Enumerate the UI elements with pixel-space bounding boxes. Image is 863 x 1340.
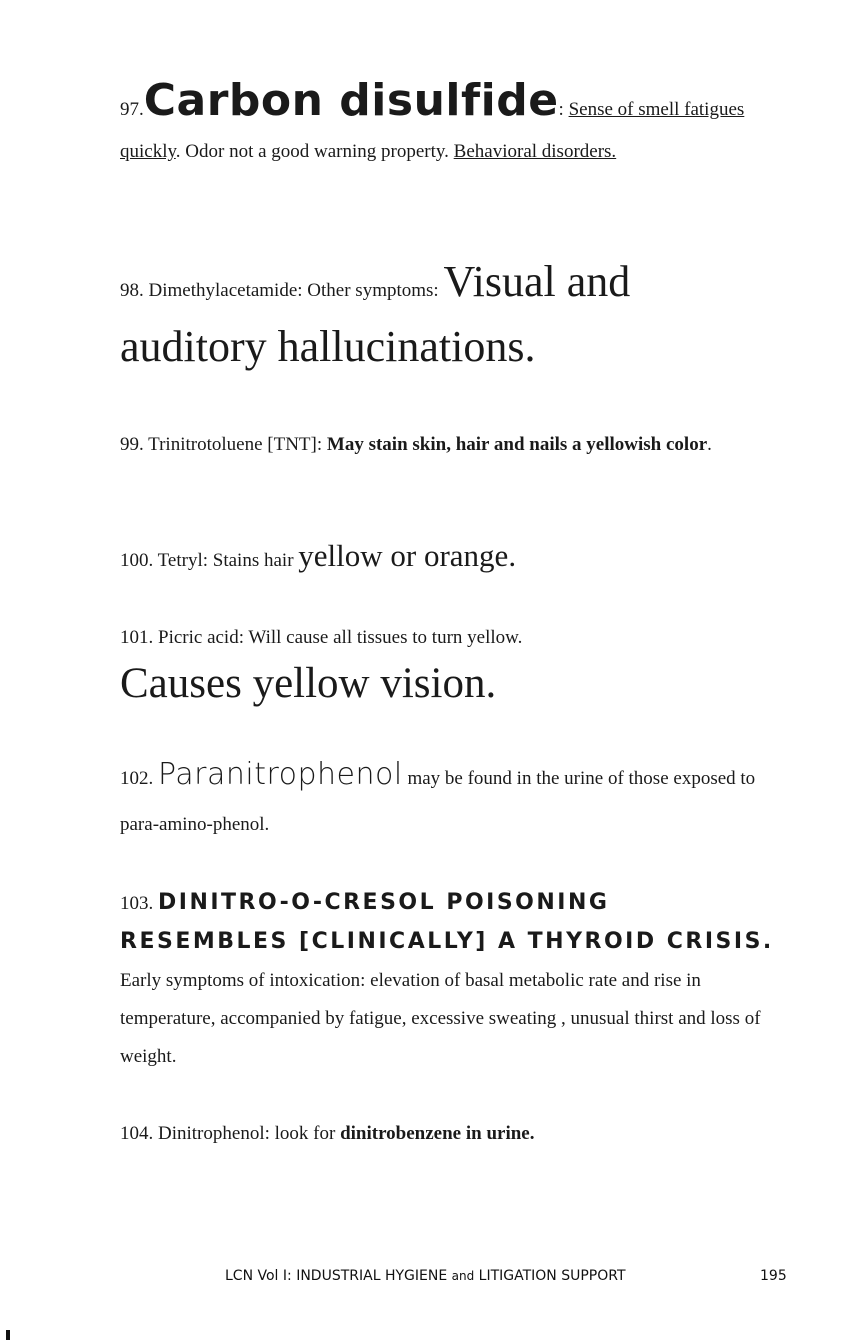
entry-text: Early symptoms of intoxication: elevation of basal metabolic rate and rise in temperature, accompanied by fatigue, excessive sweating , unusual thirst and loss of weight. (120, 970, 761, 1067)
entry-text: 99. Trinitrotoluene [TNT]: (120, 434, 327, 455)
entry-97-carbon-disulfide (120, 75, 780, 173)
entry-text: 104. Dinitrophenol: look for (120, 1123, 341, 1144)
entry-text: may be found in the urine of those exposed to para-amino-phenol. (120, 768, 756, 835)
entry-number: 102. (120, 768, 158, 789)
entry-text: 100. Tetryl: Stains hair (120, 550, 299, 571)
entry-104-dinitrophenol (120, 1114, 780, 1154)
entry-102-paranitrophenol (120, 752, 780, 848)
entry-101-picric-acid (120, 616, 780, 706)
underlined-text: Sense of smell fatigues quickly (120, 99, 745, 162)
scan-mark (6, 1330, 10, 1340)
entry-98-dimethylacetamide (120, 254, 780, 384)
script-text: Paranitrophenol (158, 757, 403, 792)
entry-text: 98. Dimethylacetamide: Other symptoms: (120, 280, 444, 301)
entry-103-dinitro-o-cresol (120, 884, 780, 1076)
footer-and: and (451, 1269, 475, 1283)
large-text: Causes yellow vision. (120, 660, 497, 707)
bold-text: dinitrobenzene in urine. (340, 1123, 535, 1144)
caps-heading: DINITRO-O-CRESOL POISONING RESEMBLES [CLINICALLY] A THYROID CRISIS. (120, 890, 774, 954)
large-text: Visual and auditory hallucinations. (120, 257, 631, 371)
footer-text: LCN Vol I: INDUSTRIAL HYGIENE (225, 1268, 452, 1284)
entry-number: 103. (120, 893, 158, 914)
large-text: yellow or orange. (298, 538, 517, 573)
entry-99-trinitrotoluene (120, 425, 780, 465)
entry-heading: Carbon disulfide (143, 75, 559, 126)
page-number: 195 (760, 1268, 787, 1284)
page-footer (225, 1268, 626, 1284)
entry-text: 101. Picric acid: Will cause all tissues to turn yellow. (120, 627, 523, 648)
underlined-text: Behavioral disorders. (453, 141, 617, 162)
entry-100-tetryl (120, 536, 780, 581)
entry-colon: : (558, 99, 564, 120)
entry-text: . (707, 434, 712, 455)
footer-text: LITIGATION SUPPORT (474, 1268, 626, 1284)
entry-text: . Odor not a good warning property. (175, 141, 454, 162)
bold-text: May stain skin, hair and nails a yellowish color (326, 434, 708, 455)
entry-number: 97. (120, 99, 144, 120)
